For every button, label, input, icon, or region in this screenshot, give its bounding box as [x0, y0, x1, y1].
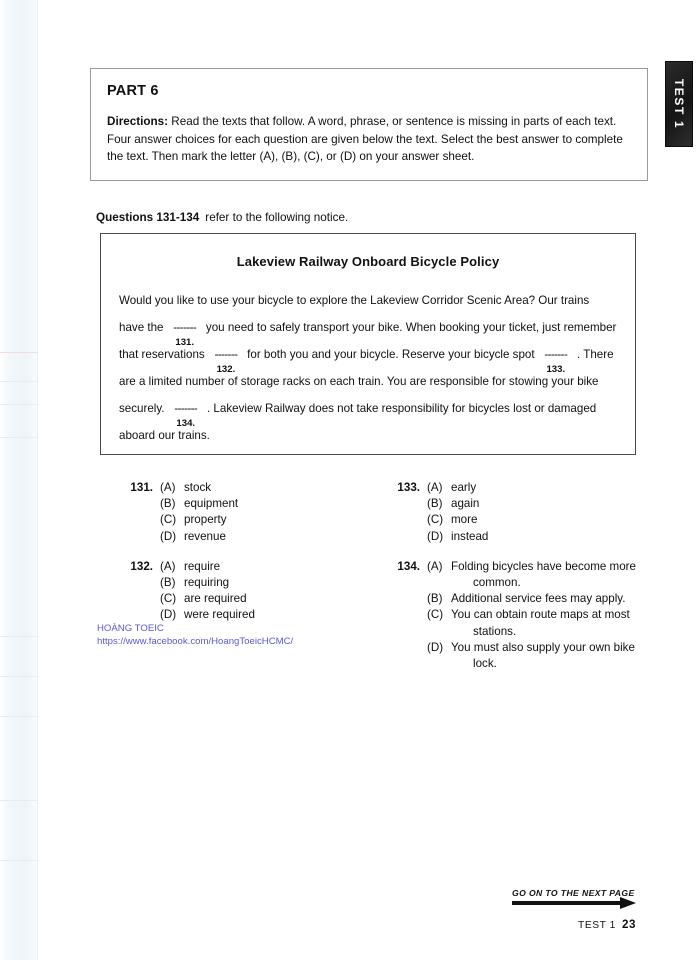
answer-option[interactable] — [125, 480, 370, 496]
option-text: equipment — [184, 497, 239, 511]
option-text: more — [451, 513, 478, 527]
side-tab-label: TEST 1 — [672, 78, 686, 130]
question-block-134 — [392, 559, 637, 672]
answer-option[interactable] — [125, 529, 370, 545]
option-letter: (C) — [427, 608, 444, 622]
notice-body — [119, 287, 617, 449]
answer-option[interactable] — [392, 496, 637, 512]
option-text: requiring — [184, 576, 230, 590]
directions-text — [107, 113, 631, 166]
go-on-next-page-label: GO ON TO THE NEXT PAGE — [512, 888, 635, 898]
question-number: 131. — [130, 481, 153, 494]
directions-label: Directions: — [107, 115, 169, 128]
option-letter: (D) — [427, 529, 444, 543]
option-letter: (C) — [160, 592, 177, 606]
option-text-line2: lock. — [473, 657, 497, 671]
directions-box — [90, 68, 648, 181]
scan-margin-strip — [0, 0, 37, 960]
next-page-arrow-icon — [512, 898, 644, 909]
scan-hairline — [0, 636, 37, 637]
option-letter: (B) — [160, 497, 176, 511]
option-text-line1: Folding bicycles have become more — [451, 559, 636, 573]
option-text-line1: You can obtain route maps at most — [451, 608, 630, 622]
scan-hairline — [0, 716, 37, 717]
scan-hairline — [0, 381, 37, 382]
scan-edge-line — [37, 0, 38, 960]
watermark-name: HOÀNG TOEIC — [97, 623, 164, 634]
blank-dashes: ------- — [174, 402, 198, 415]
option-text-line1: You must also supply your own bike — [451, 640, 635, 654]
directions-body: Read the texts that follow. A word, phrase, or sentence is missing in parts of each text. Four answer choices for each question are given below the text. Select the best answer to complete the text. Then mark the letter (A), (B), (C), or (D) on your answer sheet. — [107, 115, 623, 163]
scan-hairline — [0, 800, 37, 801]
answer-option[interactable] — [392, 591, 637, 607]
answer-option[interactable] — [125, 559, 370, 575]
arrow-shaft — [512, 901, 622, 905]
option-text — [449, 559, 637, 591]
option-letter: (D) — [427, 640, 444, 654]
notice-paragraph — [119, 287, 617, 449]
option-letter: (C) — [427, 513, 444, 527]
option-letter: (B) — [427, 592, 443, 606]
footer-test-label: TEST 1 — [578, 920, 616, 931]
blank-dashes: ------- — [214, 348, 238, 361]
option-text: require — [184, 559, 221, 573]
option-text: revenue — [184, 529, 226, 543]
option-letter: (D) — [160, 608, 177, 622]
blank-134 — [169, 402, 203, 429]
answer-option[interactable] — [125, 512, 370, 528]
notice-title: Lakeview Railway Onboard Bicycle Policy — [236, 254, 500, 269]
scan-hairline — [0, 404, 37, 405]
notice-text-segment: . There are a limited number of storage racks on each train. You are responsible for stowing your bike securely. — [119, 348, 614, 415]
notice-text-segment: you need to safely transport your bike. When booking your ticket, just remember that reservations — [119, 321, 617, 361]
blank-133 — [539, 348, 573, 375]
option-letter: (D) — [160, 529, 177, 543]
answer-option[interactable] — [392, 512, 637, 528]
answer-option[interactable] — [392, 640, 637, 672]
answer-column-right — [392, 480, 637, 686]
blank-132 — [209, 348, 243, 375]
option-text: Additional service fees may apply. — [451, 592, 626, 606]
option-text — [449, 640, 637, 672]
scan-hairline — [0, 860, 37, 861]
scan-hairline — [0, 437, 37, 438]
part-title: PART 6 — [107, 83, 159, 99]
scan-edge-line-inner — [30, 0, 31, 960]
option-letter: (A) — [160, 481, 176, 494]
questions-range: Questions 131-134 — [96, 211, 200, 224]
answer-option[interactable] — [125, 575, 370, 591]
notice-text-segment: . Lakeview Railway does not take responsibility for bicycles lost or damaged aboard our trains. — [119, 402, 597, 442]
answer-option[interactable] — [392, 559, 637, 591]
option-text: property — [184, 513, 227, 527]
questions-range-subtext: refer to the following notice. — [205, 211, 349, 224]
option-text: early — [451, 481, 477, 494]
option-text: are required — [184, 592, 247, 606]
watermark-url[interactable]: https://www.facebook.com/HoangToeicHCMC/ — [97, 636, 294, 647]
option-text-line2: stations. — [473, 624, 517, 638]
questions-range-heading — [96, 211, 348, 224]
option-letter: (C) — [160, 513, 177, 527]
blank-dashes: ------- — [544, 348, 568, 361]
scan-hairline — [0, 352, 37, 353]
notice-passage-box — [100, 233, 636, 455]
question-block-133 — [392, 480, 637, 545]
side-tab-test-1 — [666, 62, 692, 146]
notice-text-segment: for both you and your bicycle. Reserve your bicycle spot — [243, 348, 538, 361]
answer-option[interactable] — [392, 607, 637, 639]
blank-dashes: ------- — [173, 321, 197, 334]
page-number: 23 — [621, 918, 637, 931]
page-footer — [578, 918, 636, 931]
answer-option[interactable] — [125, 496, 370, 512]
option-letter: (A) — [427, 559, 443, 573]
question-number: 132. — [130, 559, 153, 573]
notice-text-segment: Would you like to use your bicycle to explore the Lakeview Corridor Scenic Area? Our trains have the — [119, 294, 590, 334]
question-block-132 — [125, 559, 370, 624]
option-letter: (A) — [160, 559, 176, 573]
option-text-line2: common. — [473, 576, 521, 590]
option-letter: (B) — [427, 497, 443, 511]
option-text: again — [451, 497, 480, 511]
blank-number: 132. — [216, 364, 236, 375]
option-letter: (A) — [427, 481, 443, 494]
option-letter: (B) — [160, 576, 176, 590]
blank-number: 133. — [546, 364, 566, 375]
option-text: instead — [451, 529, 489, 543]
question-block-131 — [125, 480, 370, 545]
answer-column-left — [125, 480, 370, 638]
option-text: stock — [184, 481, 212, 494]
blank-number: 131. — [175, 337, 195, 348]
arrow-head — [620, 897, 636, 909]
question-number: 134. — [397, 559, 420, 573]
watermark — [97, 622, 293, 648]
option-text — [449, 607, 637, 639]
blank-131 — [168, 321, 202, 348]
answer-option[interactable] — [392, 480, 637, 496]
option-text: were required — [184, 608, 255, 622]
blank-number: 134. — [176, 418, 196, 429]
question-number: 133. — [397, 481, 420, 494]
answer-option[interactable] — [392, 529, 637, 545]
scan-hairline — [0, 676, 37, 677]
answer-option[interactable] — [125, 591, 370, 607]
